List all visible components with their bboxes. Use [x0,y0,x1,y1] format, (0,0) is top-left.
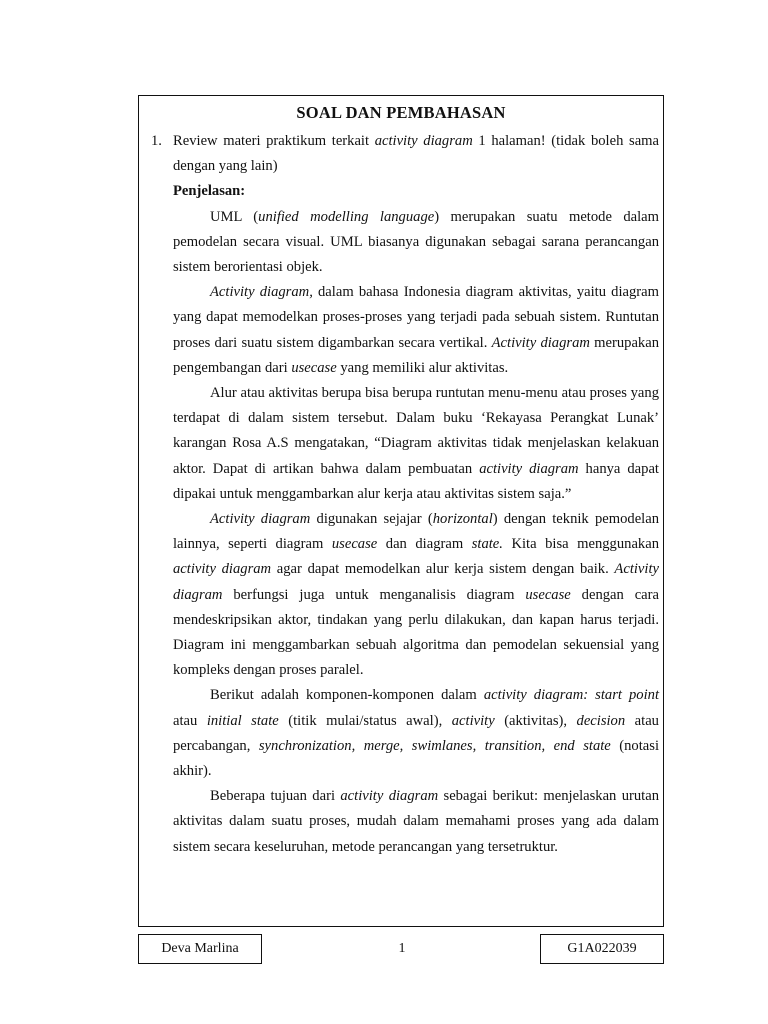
italic-term: synchronization, merge, swimlanes, transition, end state [258,737,611,754]
paragraph-sejajar [173,507,659,683]
text-segment: atau [173,712,207,729]
paragraph-components [173,683,659,784]
text-segment: merupakan pengembangan dari [173,334,659,376]
question-body [173,129,659,860]
text-segment: berfungsi juga untuk menganalisis diagram [222,586,526,603]
italic-term: initial state [206,712,279,729]
text-segment: sebagai berikut: menjelaskan urutan aktivitas dalam suatu proses, mudah dalam memahami proses yang ada dalam sistem secara keseluruhan, metode perancangan yang tersetruktur. [173,788,659,855]
text-segment: Berikut adalah komponen-komponen dalam [210,687,484,704]
page-title: SOAL DAN PEMBAHASAN [296,103,506,122]
explanation-heading: Penjelasan: [173,183,246,200]
italic-term: horizontal [432,511,493,528]
text-segment: yang memiliki alur aktivitas. [336,359,509,376]
text-segment: ) dengan teknik pemodelan lainnya, seperti diagram [173,511,659,553]
italic-term: Activity diagram [210,511,311,528]
text-segment: dengan cara mendeskripsikan aktor, tindakan yang perlu dilakukan, dan kapan harus terjadi. Diagram ini menggambarkan sebuah algoritma dan pemodelan sekuensial yang kompleks dengan proses paralel. [173,586,660,679]
text-segment: ) merupakan suatu metode dalam pemodelan secara visual. UML biasanya digunakan sebagai sarana perancangan sistem berorientasi objek. [173,208,659,276]
italic-term: activity diagram: start point [483,687,660,704]
question-text [173,129,659,179]
italic-term: Activity diagram, [210,284,313,301]
paragraph-activity-diagram [173,280,659,381]
italic-term: state. [471,536,503,553]
question-1 [151,129,659,860]
text-segment: atau percabangan, [173,712,659,754]
text-segment: dalam bahasa Indonesia diagram aktivitas, yaitu diagram yang dapat memodelkan proses-proses yang terjadi pada sebuah sistem. Runtutan proses dari suatu sistem digambarkan secara vertikal. [173,284,659,351]
text-segment: dan diagram [377,536,472,553]
italic-term: activity diagram [340,788,439,805]
italic-term: Activity diagram [173,561,659,603]
text-segment: Beberapa tujuan dari [210,788,341,805]
italic-term: activity [451,712,495,729]
text-segment: Kita bisa menggunakan [502,536,659,553]
question-number: 1. [151,133,162,149]
italic-term: decision [576,712,626,729]
text-segment: digunakan sejajar ( [310,511,433,528]
text-segment: (aktivitas), [494,712,577,729]
italic-term: usecase [525,586,571,603]
paragraph-goals [173,784,659,860]
italic-term: usecase [331,536,378,553]
text-segment: UML ( [210,208,259,225]
text-segment: (notasi akhir). [173,737,659,780]
text-segment: 1 halaman! (tidak boleh sama dengan yang lain) [173,133,659,175]
italic-term: activity diagram [374,133,473,149]
paragraph-alur [173,381,659,507]
footer-student-id: G1A022039 [540,934,664,964]
text-segment: hanya dapat dipakai untuk menggambarkan alur kerja atau aktivitas sistem saja.” [173,460,659,502]
paragraph-uml [173,205,659,281]
text-segment: Review materi praktikum terkait [173,133,375,149]
page-number: 1 [398,941,406,956]
italic-term: unified modelling language [258,208,435,225]
document-content [151,129,659,860]
answer-frame [138,95,664,927]
footer-author: Deva Marlina [138,934,262,964]
italic-term: usecase [291,359,337,376]
text-segment: Alur atau aktivitas berupa bisa berupa runtutan menu-menu atau proses yang terdapat di dalam sistem tersebut. Dalam buku ‘Rekayasa Perangkat Lunak’ karangan Rosa A.S mengatakan, “Diagram aktivitas tidak menjelaskan kelakuan aktor. Dapat di artikan bahwa dalam pembuatan [173,385,659,477]
italic-term: activity diagram [173,561,272,578]
text-segment: (titik mulai/status awal), [278,712,452,729]
text-segment: agar dapat memodelkan alur kerja sistem dengan baik. [271,561,615,578]
italic-term: Activity diagram [491,334,590,351]
italic-term: activity diagram [479,460,579,477]
